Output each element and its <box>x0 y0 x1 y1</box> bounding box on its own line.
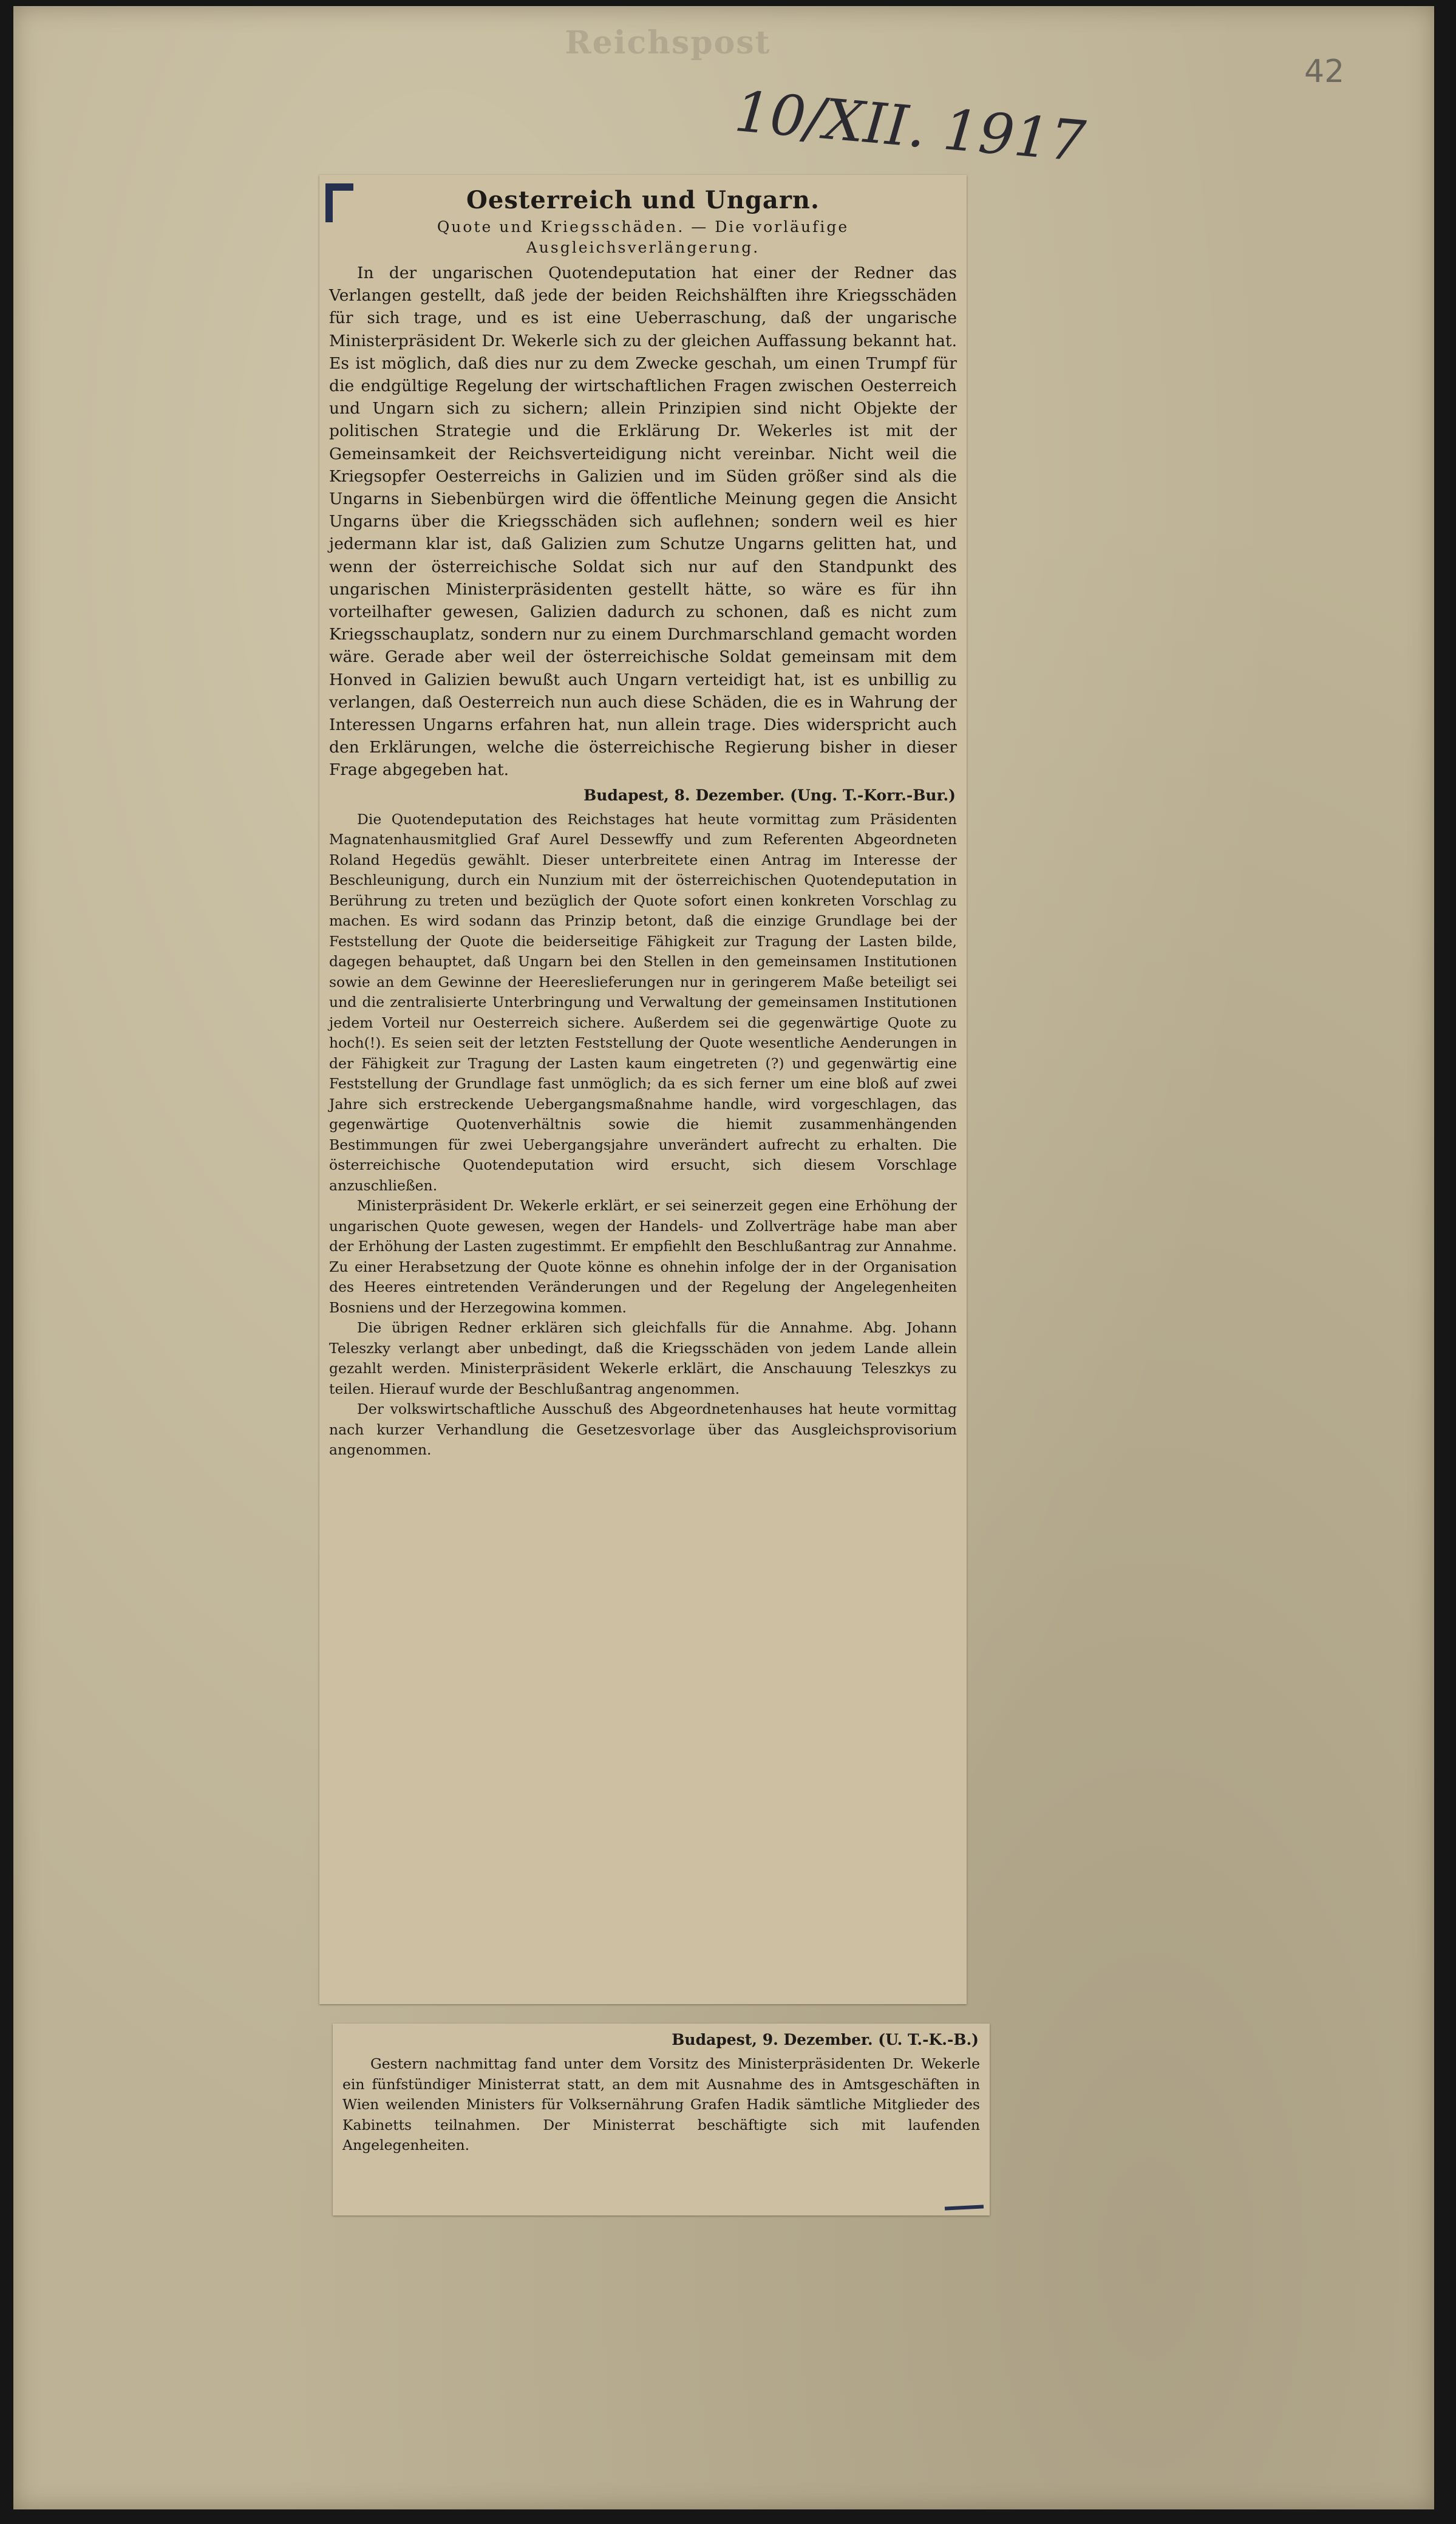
handwritten-date: 10/XII. 1917 <box>732 79 1088 175</box>
paragraph: Ministerpräsident Dr. Wekerle erklärt, er sei seinerzeit gegen eine Erhöhung der ungarischen Quote gewesen, wegen der Handels- und Zollverträge habe man aber der Erhöhung der Lasten zugestimmt. Er empfiehlt den Beschlußantrag zur Annahme. Zu einer Herabsetzung der Quote könne es ohnehin infolge der in der Organisation des Heeres eintretenden Veränderungen und der Regelung der Angelegenheiten Bosniens und der Herzegowina kommen. <box>329 1197 957 1316</box>
newspaper-stamp: Reichspost <box>565 24 771 61</box>
paragraph: In der ungarischen Quotendeputation hat einer der Redner das Verlangen gestellt, daß jede der beiden Reichshälften ihre Kriegsschäden für sich trage, und es ist eine Ueberraschung, daß der ungarische Ministerpräsident Dr. Wekerle sich zu der gleichen Auffassung bekannt hat. Es ist möglich, daß dies nur zu dem Zwecke geschah, um einen Trumpf für die endgültige Regelung der wirtschaftlichen Fragen zwischen Oesterreich und Ungarn sich zu sichern; allein Prinzipien sind nicht Objekte der politischen Strategie und die Erklärung Dr. Wekerles ist mit der Gemeinsamkeit der Reichsverteidigung nicht vereinbar. Nicht weil die Kriegsopfer Oesterreichs in Galizien und im Süden größer sind als die Ungarns in Siebenbürgen wird die öffentliche Meinung gegen die Ansicht Ungarns über die Kriegsschäden sich auflehnen; sondern weil es hier jedermann klar ist, daß Galizien zum Schutze Ungarns gelitten hat, und wenn der österreichische Soldat sich nur auf den Standpunkt des ungarischen Ministerpräsidenten gestellt hätte, so wäre es für ihn vorteilhafter gewesen, Galizien dadurch zu schonen, daß es nicht zum Kriegsschauplatz, sondern nur zu einem Durchmarschland gemacht worden wäre. Gerade aber weil der österreichische Soldat gemeinsam mit dem Honved in Galizien bewußt auch Ungarn verteidigt hat, ist es unbillig zu verlangen, daß Oesterreich nun auch diese Schäden, die es in Wahrung der Interessen Ungarns erfahren hat, nun allein trage. Dies widerspricht auch den Erklärungen, welche die österreichische Regierung bisher in dieser Frage abgegeben hat. <box>329 264 957 780</box>
news-report <box>342 2054 980 2156</box>
article-body <box>329 262 957 782</box>
newspaper-clipping-main <box>319 175 967 2004</box>
article-headline: Oesterreich und Ungarn. <box>466 186 820 214</box>
article-subheading: Quote und Kriegsschäden. — Die vorläufige Ausgleichsverlängerung. <box>437 218 849 256</box>
paragraph: Gestern nachmittag fand unter dem Vorsitz des Ministerpräsidenten Dr. Wekerle ein fünfstündiger Ministerrat statt, an dem mit Ausnahme des in Amtsgeschäften in Wien weilenden Ministers für Volksernährung Grafen Hadik sämtliche Mitglieder des Kabinetts teilnahmen. Der Ministerrat beschäftigte sich mit laufenden Angelegenheiten. <box>342 2055 980 2154</box>
dateline: Budapest, 9. Dezember. (U. T.-K.-B.) <box>672 2031 979 2048</box>
dateline: Budapest, 8. Dezember. (Ung. T.-Korr.-Bur.) <box>583 786 956 804</box>
blue-pencil-mark <box>325 183 353 222</box>
paragraph: Der volkswirtschaftliche Ausschuß des Abgeordnetenhauses hat heute vormittag nach kurzer Verhandlung die Gesetzesvorlage über das Ausgleichsprovisorium angenommen. <box>329 1400 957 1459</box>
page-number: 42 <box>1304 53 1345 90</box>
paragraph: Die übrigen Redner erklären sich gleichfalls für die Annahme. Abg. Johann Teleszky verlangt aber unbedingt, daß die Kriegsschäden von jedem Lande allein gezahlt werden. Ministerpräsident Wekerle erklärt, die Anschauung Teleszkys zu teilen. Hierauf wurde der Beschlußantrag angenommen. <box>329 1319 957 1397</box>
news-report <box>329 810 957 1461</box>
paragraph: Die Quotendeputation des Reichstages hat heute vormittag zum Präsidenten Magnatenhausmitglied Graf Aurel Dessewffy und zum Referenten Abgeordneten Roland Hegedüs gewählt. Dieser unterbreitete einen Antrag im Interesse der Beschleunigung, durch ein Nunzium mit der österreichischen Quotendeputation in Berührung zu treten und bezüglich der Quote sofort einen konkreten Vorschlag zu machen. Es wird sodann das Prinzip betont, daß die einzige Grundlage bei der Feststellung der Quote die beiderseitige Fähigkeit zur Tragung der Lasten bilde, dagegen behauptet, daß Ungarn bei den Stellen in den gemeinsamen Institutionen sowie an dem Gewinne der Heereslieferungen nur in geringerem Maße beteiligt sei und die zentralisierte Unterbringung und Verwaltung der gemeinsamen Institutionen jedem Vorteil nur Oesterreich sichere. Außerdem sei die gegenwärtige Quote zu hoch(!). Es seien seit der letzten Feststellung der Quote wesentliche Aenderungen in der Fähigkeit zur Tragung der Lasten kaum eingetreten (?) und gegenwärtig eine Feststellung der Grundlage fast unmöglich; da es sich ferner um eine bloß auf zwei Jahre sich erstreckende Uebergangsmaßnahme handle, wird vorgeschlagen, das gegenwärtige Quotenverhältnis sowie die hiemit zusammenhängenden Bestimmungen für zwei Uebergangsjahre unverändert aufrecht zu erhalten. Die österreichische Quotendeputation wird ersucht, sich diesem Vorschlage anzuschließen. <box>329 810 957 1194</box>
newspaper-clipping-small <box>333 2024 990 2215</box>
